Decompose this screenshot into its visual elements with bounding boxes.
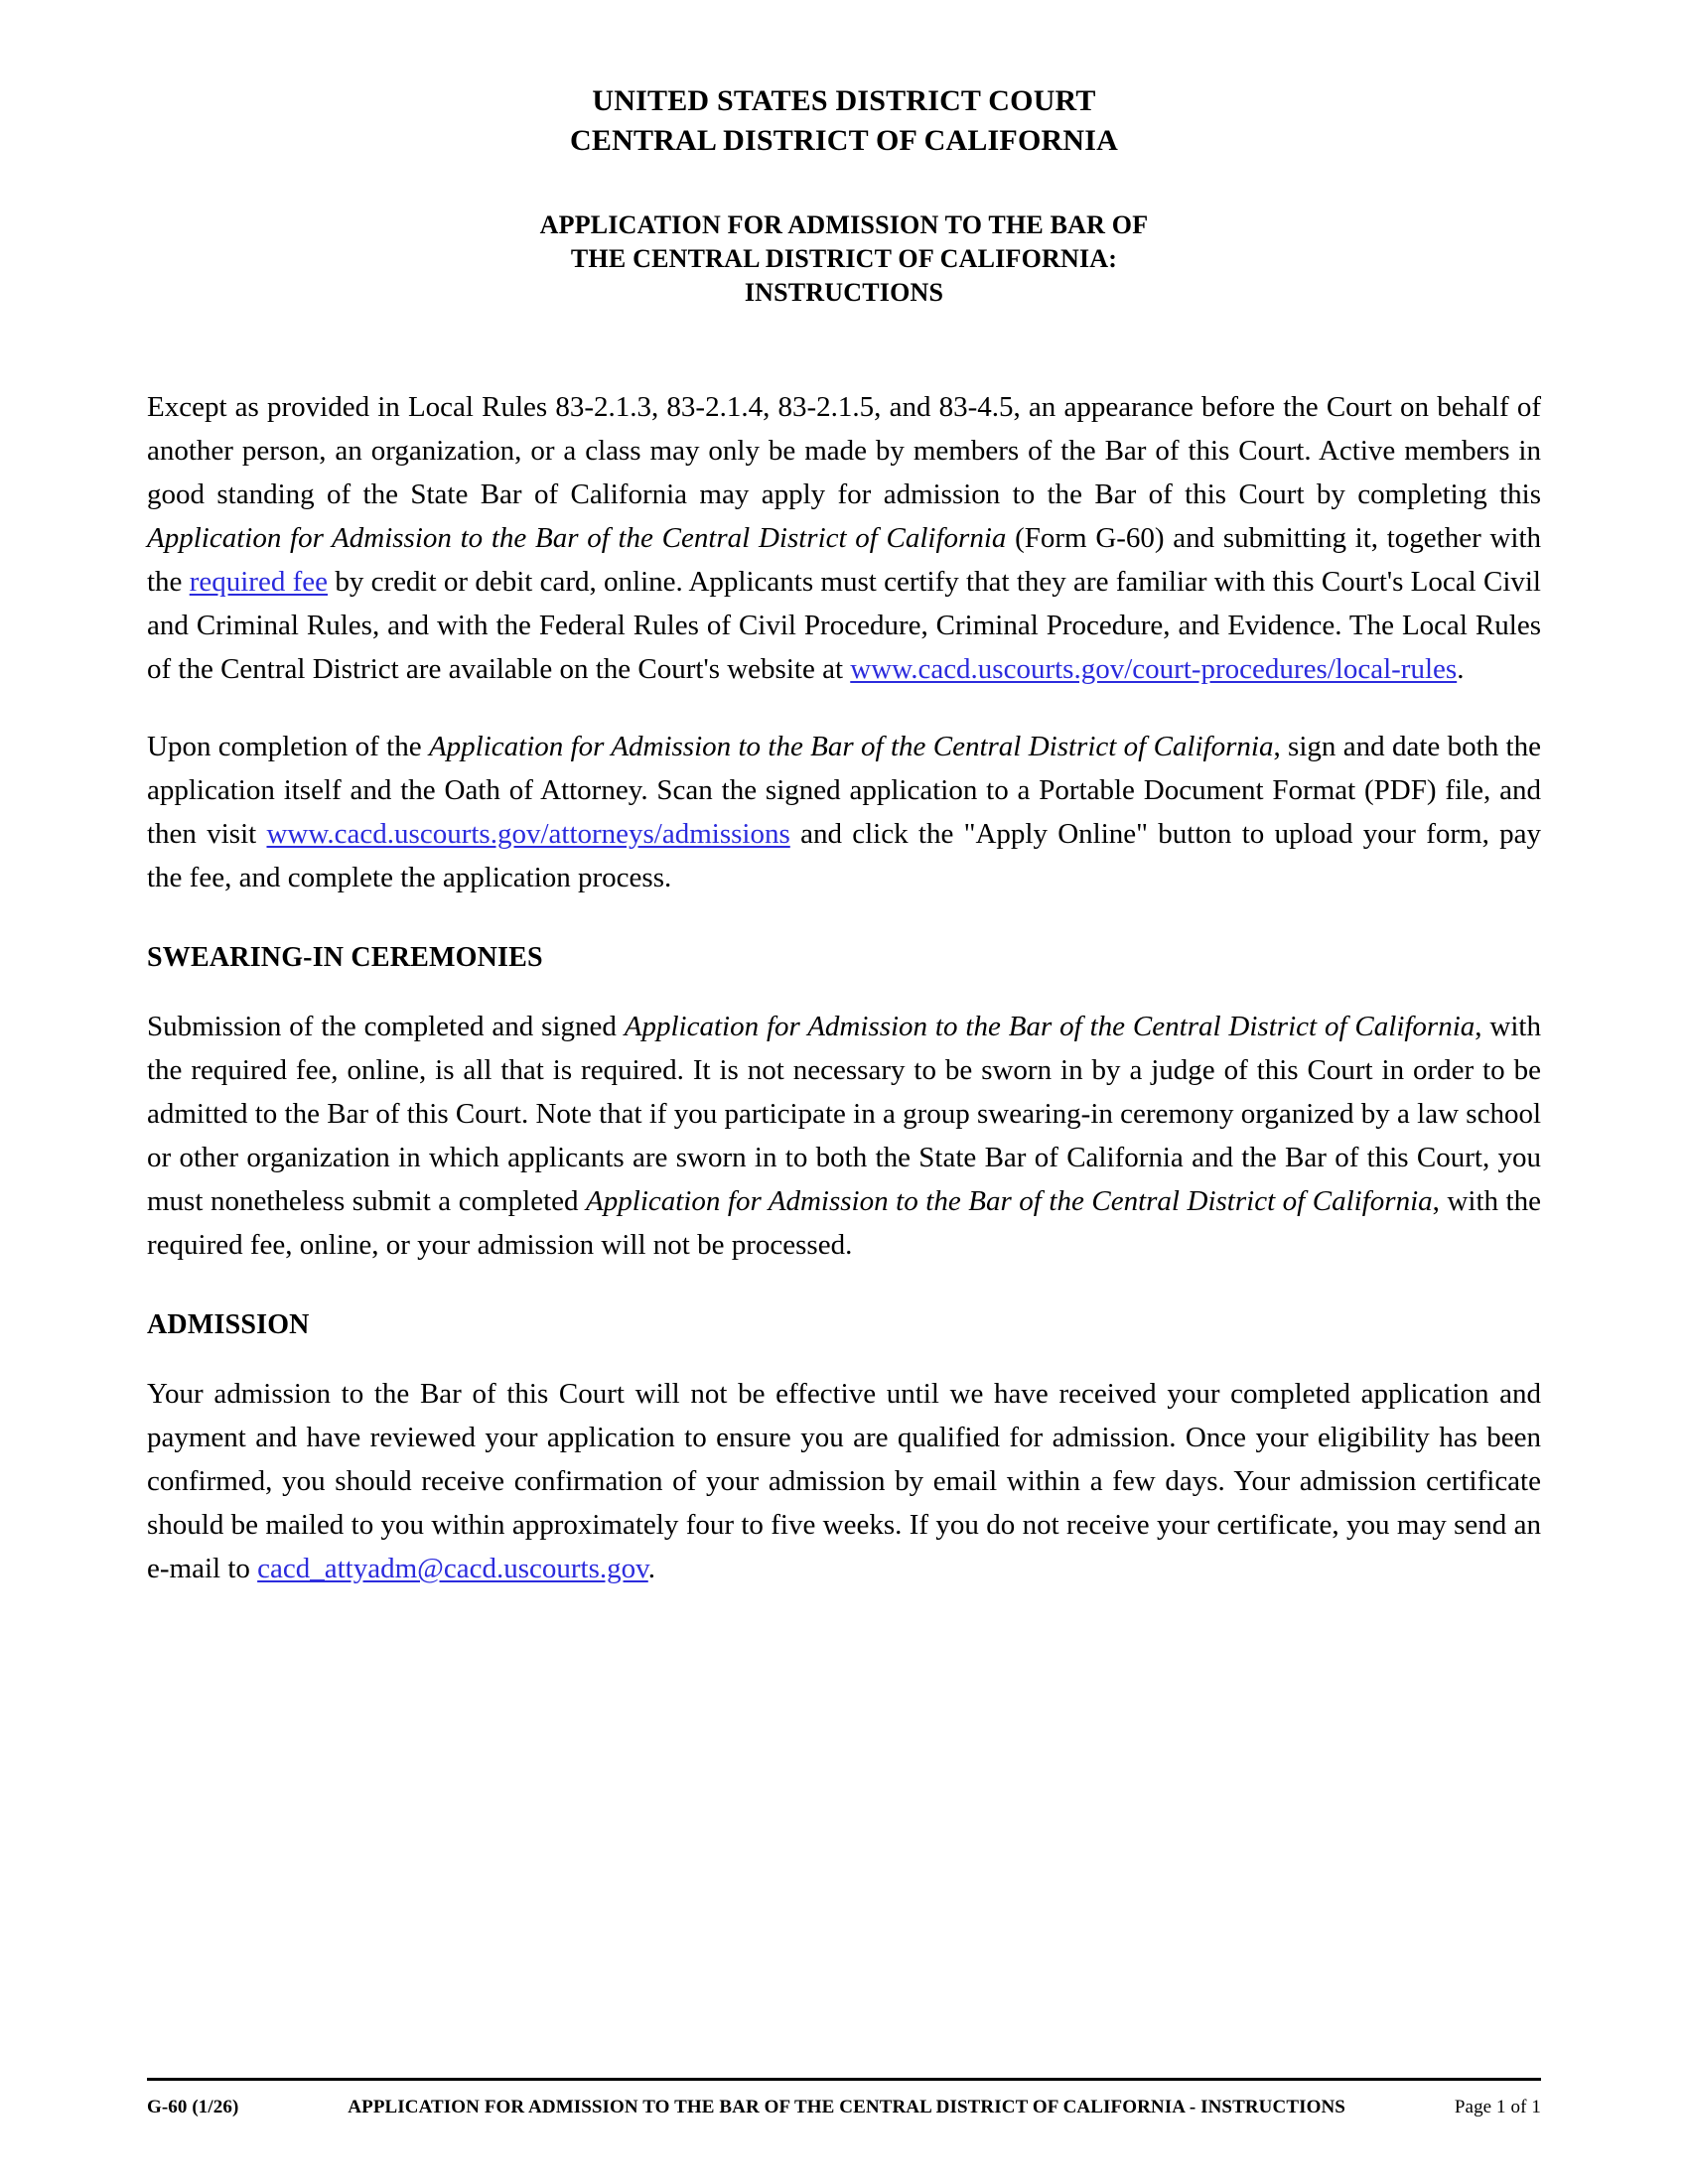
paragraph-1-text-1: Except as provided in Local Rules 83-2.1.3, 83-2.1.4, 83-2.1.5, and 83-4.5, an appearance before the Court on behalf of another person, an organization, or a class may only be made by members of the Bar of this Court. Active members in good standing of the State Bar of California may apply for admission to the Bar of this Court by completing this bbox=[147, 391, 1541, 510]
paragraph-4-text-2: . bbox=[647, 1553, 656, 1584]
court-header bbox=[147, 0, 1541, 161]
paragraph-2-text-1: Upon completion of the bbox=[147, 731, 429, 762]
form-title-italic: Application for Admission to the Bar of the Central District of California bbox=[624, 1011, 1476, 1042]
footer-page-number: Page 1 of 1 bbox=[1454, 2097, 1541, 2117]
paragraph-swearing-in bbox=[147, 1005, 1541, 1267]
paragraph-general-requirements bbox=[147, 385, 1541, 691]
paragraph-1-text-4: . bbox=[1457, 653, 1465, 685]
admissions-url-link[interactable]: www.cacd.uscourts.gov/attorneys/admissions bbox=[266, 818, 790, 850]
instructions-body bbox=[147, 385, 1541, 1590]
document-title bbox=[147, 208, 1541, 310]
document-title-line-1: APPLICATION FOR ADMISSION TO THE BAR OF bbox=[539, 210, 1149, 239]
page-footer bbox=[147, 2078, 1541, 2120]
paragraph-3-text-2: , with the required fee, online, is all that is required. It is not necessary to be sworn in by a judge of this Court in order to be admitted to the Bar of this Court. Note that if you participate in a group swearing-in ceremony organized by a law school or other organization in which applicants are sworn in to both the State Bar of California and the Bar of this Court, you must nonetheless submit a completed bbox=[147, 1011, 1541, 1217]
document-content bbox=[147, 0, 1541, 1590]
paragraph-1-text-3: by credit or debit card, online. Applicants must certify that they are familiar with this Court's Local Civil and Criminal Rules, and with the Federal Rules of Civil Procedure, Criminal Procedure, and Evidence. The Local Rules of the Central District are available on the Court's website at bbox=[147, 566, 1541, 685]
heading-admission: ADMISSION bbox=[147, 1309, 310, 1340]
paragraph-submission-steps bbox=[147, 725, 1541, 899]
document-title-line-2: THE CENTRAL DISTRICT OF CALIFORNIA: bbox=[570, 244, 1118, 273]
paragraph-1-text-2: (Form G-60) and submitting it, together with the bbox=[147, 522, 1542, 598]
court-name-line-2: CENTRAL DISTRICT OF CALIFORNIA bbox=[570, 124, 1118, 157]
form-title-italic-2: Application for Admission to the Bar of the Central District of California bbox=[586, 1185, 1433, 1217]
local-rules-url-link[interactable]: www.cacd.uscourts.gov/court-procedures/local-rules bbox=[850, 653, 1458, 685]
footer-document-title: APPLICATION FOR ADMISSION TO THE BAR OF THE CENTRAL DISTRICT OF CALIFORNIA - INSTRUCTIONS bbox=[348, 2097, 1345, 2117]
form-title-italic: Application for Admission to the Bar of the Central District of California bbox=[428, 731, 1274, 762]
footer-form-id: G-60 (1/26) bbox=[147, 2097, 239, 2117]
paragraph-2-text-3: and click the "Apply Online" button to upload your form, pay the fee, and complete the application process. bbox=[147, 818, 1542, 893]
court-name-line-1: UNITED STATES DISTRICT COURT bbox=[592, 84, 1096, 117]
paragraph-2-text-2: , sign and date both the application itself and the Oath of Attorney. Scan the signed application to a Portable Document Format (PDF) file, and then visit bbox=[147, 731, 1541, 850]
document-title-line-3: INSTRUCTIONS bbox=[744, 278, 944, 307]
paragraph-3-text-1: Submission of the completed and signed bbox=[147, 1011, 625, 1042]
heading-swearing-in-ceremonies: SWEARING-IN CEREMONIES bbox=[147, 942, 543, 973]
paragraph-4-text-1: Your admission to the Bar of this Court will not be effective until we have received your completed application and payment and have reviewed your application to ensure you are qualified for admission. Once your eligibility has been confirmed, you should receive confirmation of your admission by email within a few days. Your admission certificate should be mailed to you within approximately four to five weeks. If you do not receive your certificate, you may send an e-mail to bbox=[147, 1378, 1541, 1584]
paragraph-admission bbox=[147, 1372, 1541, 1590]
required-fee-link[interactable]: required fee bbox=[189, 566, 329, 598]
footer-row bbox=[147, 2095, 1541, 2120]
paragraph-3-text-3: , with the required fee, online, or your admission will not be processed. bbox=[147, 1185, 1541, 1261]
attorney-admissions-email-link[interactable]: cacd_attyadm@cacd.uscourts.gov bbox=[257, 1553, 648, 1584]
form-title-italic: Application for Admission to the Bar of the Central District of California bbox=[147, 522, 1007, 554]
footer-divider bbox=[147, 2078, 1541, 2081]
